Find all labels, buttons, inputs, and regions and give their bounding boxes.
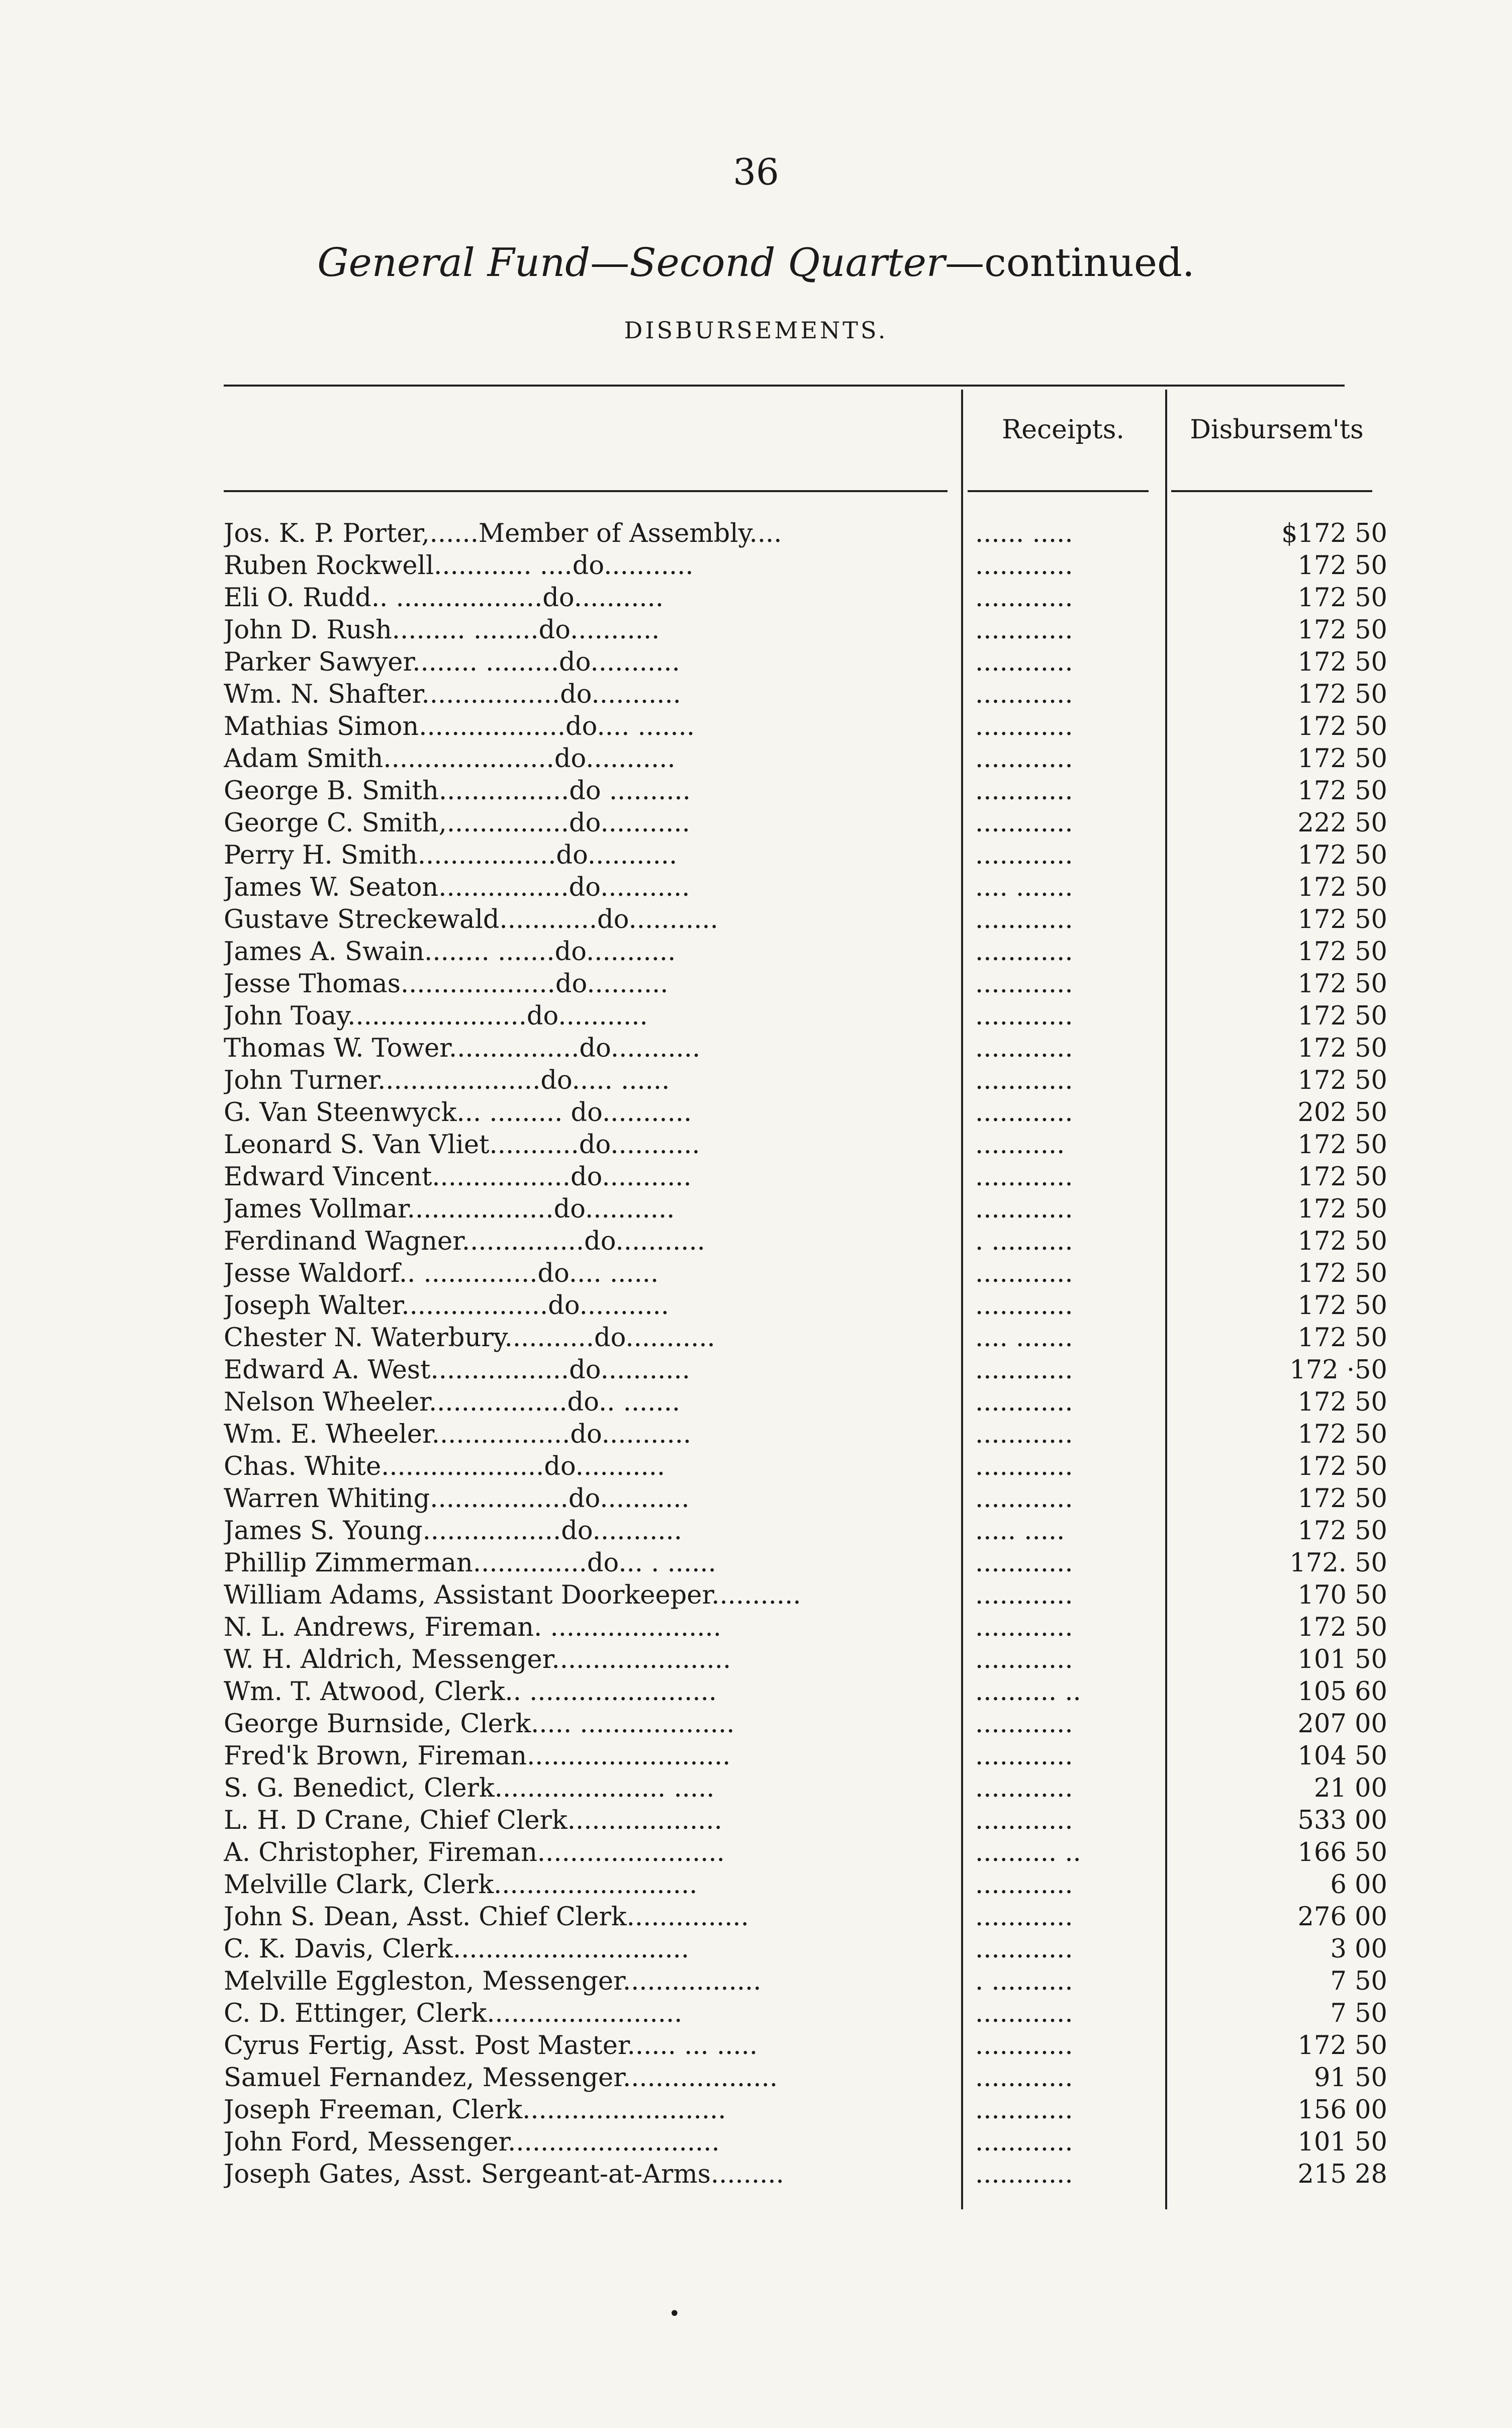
disbursement-amount: 172. 50 (1289, 1548, 1387, 1578)
payee-name: George Burnside, Clerk..... ................... (224, 1709, 735, 1739)
receipts-value: ............ (975, 1420, 1073, 1449)
payee-name: Thomas W. Tower................do........... (224, 1034, 701, 1063)
receipts-value: ............ (975, 1194, 1073, 1224)
table-row (0, 1547, 1512, 1579)
heading-part1: General Fund (317, 240, 591, 286)
payee-name: James S. Young.................do........... (224, 1516, 682, 1546)
payee-name: Ruben Rockwell............ ....do........... (224, 551, 694, 581)
disbursement-amount: 172 50 (1297, 969, 1387, 999)
payee-name: Wm. N. Shafter.................do........... (224, 680, 681, 709)
table-row (0, 743, 1512, 775)
disbursements-column-header: Disbursem'ts (1190, 415, 1364, 445)
disbursement-amount: 101 50 (1297, 2127, 1387, 2157)
disbursement-amount: 172 50 (1297, 1194, 1387, 1224)
table-row (0, 1386, 1512, 1419)
disbursement-amount: 172 50 (1297, 1387, 1387, 1417)
heading-part2: Second Quarter (629, 240, 946, 286)
payee-name: Jesse Waldorf.. ..............do.... ...... (224, 1259, 659, 1288)
receipts-value: . .......... (975, 1967, 1073, 1996)
receipts-value: ............ (975, 1355, 1073, 1385)
disbursement-amount: 172 50 (1297, 905, 1387, 935)
receipts-value: ............ (975, 1452, 1073, 1481)
table-row (0, 1772, 1512, 1805)
disbursement-amount: 215 28 (1297, 2160, 1387, 2189)
receipts-value: ............ (975, 2160, 1073, 2189)
disbursement-amount: 172 50 (1297, 744, 1387, 774)
payee-name: Edward Vincent.................do........... (224, 1162, 692, 1192)
receipts-value: .......... .. (975, 1677, 1081, 1707)
disbursement-amount: 172 50 (1297, 841, 1387, 870)
disbursement-amount: 172 50 (1297, 1162, 1387, 1192)
disbursement-amount: 172 50 (1297, 712, 1387, 741)
receipts-value: ............ (975, 551, 1073, 581)
receipts-value: ............ (975, 1387, 1073, 1417)
payee-name: W. H. Aldrich, Messenger...................... (224, 1645, 731, 1674)
receipts-value: ............ (975, 969, 1073, 999)
table-row (0, 1129, 1512, 1161)
table-row (0, 646, 1512, 679)
payee-name: Edward A. West.................do........... (224, 1355, 690, 1385)
table-row (0, 1515, 1512, 1547)
disbursement-amount: 172 50 (1297, 2031, 1387, 2061)
payee-name: William Adams, Assistant Doorkeeper........... (224, 1580, 801, 1610)
disbursement-amount: 104 50 (1297, 1741, 1387, 1771)
receipts-value: ............ (975, 905, 1073, 935)
payee-name: John D. Rush......... ........do........... (224, 615, 660, 645)
payee-name: Eli O. Rudd.. ..................do........... (224, 583, 664, 613)
receipts-value: ............ (975, 1034, 1073, 1063)
table-row (0, 1451, 1512, 1483)
receipts-value: ............ (975, 937, 1073, 967)
disbursement-amount: 172 50 (1297, 937, 1387, 967)
receipts-column-header: Receipts. (1002, 415, 1124, 445)
disbursement-amount: 172 50 (1297, 647, 1387, 677)
disbursement-amount: 172 ·50 (1289, 1355, 1387, 1385)
disbursement-amount: 172 50 (1297, 1066, 1387, 1095)
receipts-value: ............ (975, 1613, 1073, 1642)
table-row (0, 518, 1512, 550)
disbursement-amount: 172 50 (1297, 1323, 1387, 1353)
receipts-value: ............ (975, 680, 1073, 709)
receipts-value: ..... ..... (975, 1516, 1065, 1546)
table-row (0, 582, 1512, 614)
payee-name: Wm. E. Wheeler.................do........... (224, 1420, 692, 1449)
receipts-value: ............ (975, 1806, 1073, 1835)
disbursement-amount: 172 50 (1297, 1291, 1387, 1321)
disbursement-amount: 166 50 (1297, 1838, 1387, 1867)
table-row (0, 1708, 1512, 1740)
heading-sep1: — (590, 240, 630, 286)
disbursement-amount: 101 50 (1297, 1645, 1387, 1674)
disbursement-amount: 172 50 (1297, 1484, 1387, 1514)
receipts-value: ............ (975, 1066, 1073, 1095)
disbursement-amount: 172 50 (1297, 776, 1387, 806)
table-row (0, 2062, 1512, 2094)
table-row (0, 1869, 1512, 1901)
heading-sep2: —continued. (945, 240, 1195, 286)
disbursement-amount: 172 50 (1297, 680, 1387, 709)
receipts-value: ............ (975, 712, 1073, 741)
payee-name: Adam Smith.....................do........... (224, 744, 676, 774)
receipts-value: ............ (975, 1773, 1073, 1803)
table-row (0, 1419, 1512, 1451)
payee-name: Fred'k Brown, Fireman......................... (224, 1741, 731, 1771)
table-row (0, 1258, 1512, 1290)
payee-name: Mathias Simon..................do.... ....... (224, 712, 695, 741)
table-row (0, 614, 1512, 646)
section-subheading: DISBURSEMENTS. (624, 317, 888, 344)
receipts-value: ............ (975, 1291, 1073, 1321)
receipts-value: ............ (975, 2127, 1073, 2157)
receipts-value: ........... (975, 1130, 1065, 1160)
receipts-value: ............ (975, 1709, 1073, 1739)
receipts-value: ............ (975, 647, 1073, 677)
table-row (0, 679, 1512, 711)
table-row (0, 2030, 1512, 2062)
payee-name: James W. Seaton................do........... (224, 873, 690, 902)
receipts-value: ............ (975, 583, 1073, 613)
table-row (0, 2159, 1512, 2191)
payee-name: Parker Sawyer........ .........do........... (224, 647, 680, 677)
receipts-value: ............ (975, 744, 1073, 774)
table-row (0, 936, 1512, 968)
table-row (0, 968, 1512, 1000)
payee-name: Ferdinand Wagner...............do........... (224, 1227, 705, 1256)
payee-name: N. L. Andrews, Fireman. ..................... (224, 1613, 721, 1642)
receipts-value: ...... ..... (975, 519, 1073, 548)
table-row (0, 1290, 1512, 1322)
disbursement-amount: 170 50 (1297, 1580, 1387, 1610)
receipts-value: ............ (975, 1902, 1073, 1932)
page-number: 36 (733, 151, 779, 193)
payee-name: Perry H. Smith.................do........... (224, 841, 678, 870)
payee-name: Melville Eggleston, Messenger................. (224, 1967, 762, 1996)
table-row (0, 1933, 1512, 1966)
payee-name: C. K. Davis, Clerk............................. (224, 1934, 690, 1964)
table-row (0, 1966, 1512, 1998)
table-row (0, 1579, 1512, 1612)
receipts-value: ............ (975, 841, 1073, 870)
payee-name: James A. Swain........ .......do........... (224, 937, 676, 967)
disbursement-amount: 7 50 (1330, 1967, 1387, 1996)
disbursement-amount: 533 00 (1297, 1806, 1387, 1835)
table-row (0, 807, 1512, 839)
table-row (0, 711, 1512, 743)
receipts-value: ............ (975, 1741, 1073, 1771)
table-row (0, 1354, 1512, 1386)
disbursement-amount: 172 50 (1297, 873, 1387, 902)
disbursement-amount: 172 50 (1297, 1420, 1387, 1449)
receipts-value: ............ (975, 1999, 1073, 2028)
receipts-value: . .......... (975, 1227, 1073, 1256)
payee-name: John Turner....................do..... ...... (224, 1066, 670, 1095)
disbursement-amount: 172 50 (1297, 1130, 1387, 1160)
disbursement-amount: 105 60 (1297, 1677, 1387, 1707)
disbursement-amount: 172 50 (1297, 1452, 1387, 1481)
receipts-value: ............ (975, 1870, 1073, 1900)
table-row (0, 1033, 1512, 1065)
payee-name: Melville Clark, Clerk......................... (224, 1870, 698, 1900)
disbursement-amount: 3 00 (1330, 1934, 1387, 1964)
payee-name: L. H. D Crane, Chief Clerk................... (224, 1806, 722, 1835)
table-row (0, 1322, 1512, 1354)
payee-name: Joseph Walter..................do........... (224, 1291, 669, 1321)
receipts-value: ............ (975, 1645, 1073, 1674)
disbursement-amount: 172 50 (1297, 1613, 1387, 1642)
disbursement-amount: 21 00 (1313, 1773, 1387, 1803)
payee-name: S. G. Benedict, Clerk..................... ..... (224, 1773, 715, 1803)
payee-name: Jos. K. P. Porter,......Member of Assembly.... (224, 519, 782, 548)
footer-dot-mark: • (669, 2302, 681, 2325)
payee-name: Gustave Streckewald............do........... (224, 905, 718, 935)
receipts-value: ............ (975, 1580, 1073, 1610)
disbursement-amount: 172 50 (1297, 1259, 1387, 1288)
disbursement-amount: 172 50 (1297, 615, 1387, 645)
payee-name: Joseph Gates, Asst. Sergeant-at-Arms......... (224, 2160, 784, 2189)
table-row (0, 1226, 1512, 1258)
receipts-value: ............ (975, 2063, 1073, 2093)
receipts-value: ............ (975, 615, 1073, 645)
page-heading (0, 240, 1512, 286)
table-row (0, 1805, 1512, 1837)
table-row (0, 872, 1512, 904)
top-rule (224, 385, 1345, 387)
disbursement-amount: 172 50 (1297, 1227, 1387, 1256)
table-row (0, 1000, 1512, 1033)
table-row (0, 1740, 1512, 1772)
disbursement-amount: 222 50 (1297, 808, 1387, 838)
payee-name: Cyrus Fertig, Asst. Post Master...... ... ..... (224, 2031, 758, 2061)
payee-name: George C. Smith,...............do........... (224, 808, 690, 838)
table-row (0, 1901, 1512, 1933)
receipts-value: ............ (975, 776, 1073, 806)
table-row (0, 1161, 1512, 1193)
table-row (0, 1483, 1512, 1515)
table-row (0, 904, 1512, 936)
receipts-value: .......... .. (975, 1838, 1081, 1867)
table-row (0, 1644, 1512, 1676)
payee-name: Leonard S. Van Vliet...........do........... (224, 1130, 700, 1160)
table-row (0, 1676, 1512, 1708)
receipts-value: ............ (975, 1162, 1073, 1192)
table-row (0, 1612, 1512, 1644)
payee-name: Chas. White....................do........... (224, 1452, 666, 1481)
disbursement-amount: 276 00 (1297, 1902, 1387, 1932)
receipts-column-underline (968, 490, 1149, 492)
receipts-value: ............ (975, 1548, 1073, 1578)
table-row (0, 1193, 1512, 1226)
table-row (0, 1837, 1512, 1869)
table-row (0, 775, 1512, 807)
payee-name: Chester N. Waterbury...........do........... (224, 1323, 715, 1353)
table-row (0, 1065, 1512, 1097)
receipts-value: ............ (975, 1001, 1073, 1031)
disbursement-amount: 172 50 (1297, 1034, 1387, 1063)
disbursements-column-underline (1171, 490, 1372, 492)
disbursement-amount: 172 50 (1297, 1516, 1387, 1546)
payee-name: Nelson Wheeler.................do.. ....... (224, 1387, 681, 1417)
payee-name: Wm. T. Atwood, Clerk.. ....................... (224, 1677, 717, 1707)
disbursement-amount: 156 00 (1297, 2095, 1387, 2125)
payee-name: C. D. Ettinger, Clerk........................ (224, 1999, 683, 2028)
payee-name: Samuel Fernandez, Messenger................... (224, 2063, 778, 2093)
disbursement-amount: 207 00 (1297, 1709, 1387, 1739)
payee-name: A. Christopher, Fireman....................... (224, 1838, 725, 1867)
payee-name: John Toay......................do........... (224, 1001, 648, 1031)
receipts-value: .... ....... (975, 873, 1073, 902)
receipts-value: ............ (975, 1934, 1073, 1964)
disbursement-amount: $172 50 (1281, 519, 1387, 548)
disbursement-amount: 172 50 (1297, 1001, 1387, 1031)
receipts-value: ............ (975, 2095, 1073, 2125)
payee-name: John Ford, Messenger.......................... (224, 2127, 720, 2157)
disbursement-amount: 172 50 (1297, 551, 1387, 581)
disbursement-amount: 91 50 (1313, 2063, 1387, 2093)
receipts-value: ............ (975, 1484, 1073, 1514)
disbursement-amount: 202 50 (1297, 1098, 1387, 1128)
payee-name: Phillip Zimmerman..............do... . ...... (224, 1548, 716, 1578)
name-column-underline (224, 490, 948, 492)
receipts-value: ............ (975, 808, 1073, 838)
receipts-value: .... ....... (975, 1323, 1073, 1353)
table-row (0, 1097, 1512, 1129)
table-row (0, 1998, 1512, 2030)
disbursement-amount: 6 00 (1330, 1870, 1387, 1900)
disbursement-amount: 172 50 (1297, 583, 1387, 613)
receipts-value: ............ (975, 1098, 1073, 1128)
table-row (0, 550, 1512, 582)
receipts-value: ............ (975, 1259, 1073, 1288)
payee-name: Warren Whiting.................do........... (224, 1484, 690, 1514)
table-row (0, 839, 1512, 872)
payee-name: G. Van Steenwyck... ......... do........... (224, 1098, 692, 1128)
table-row (0, 2094, 1512, 2126)
table-row (0, 2126, 1512, 2159)
payee-name: John S. Dean, Asst. Chief Clerk............... (224, 1902, 749, 1932)
payee-name: Joseph Freeman, Clerk......................... (224, 2095, 726, 2125)
disbursement-amount: 7 50 (1330, 1999, 1387, 2028)
receipts-value: ............ (975, 2031, 1073, 2061)
payee-name: James Vollmar..................do........... (224, 1194, 675, 1224)
payee-name: George B. Smith................do .......... (224, 776, 691, 806)
payee-name: Jesse Thomas...................do.......... (224, 969, 669, 999)
